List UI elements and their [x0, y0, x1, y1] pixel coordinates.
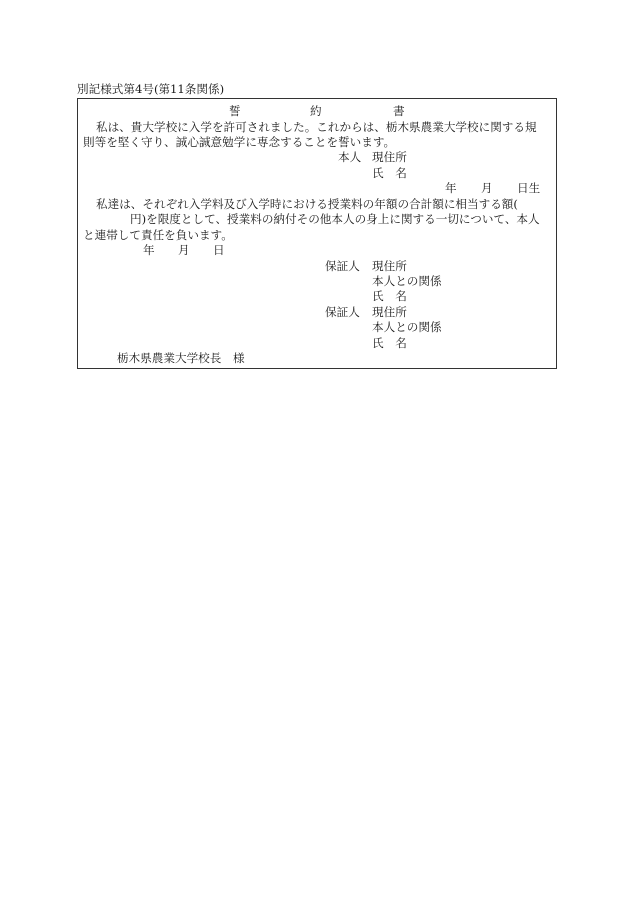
date-day-label: 日: [213, 243, 225, 257]
date-month-label: 月: [178, 243, 190, 257]
birth-year-label: 年: [445, 181, 457, 195]
guarantor1-name-label: 氏 名: [372, 289, 407, 303]
form-number: 別記様式第4号(第11条関係): [77, 82, 225, 96]
student-role: 本人: [338, 150, 362, 164]
guarantor2-address-label: 現住所: [372, 305, 407, 319]
guarantee-text-line1: 私達は、それぞれ入学料及び入学時における授業料の年額の合計額に相当する額(: [96, 197, 518, 211]
guarantor1-address-label: 現住所: [372, 259, 407, 273]
pledge-text-line2: 則等を堅く守り、誠心誠意勉学に専念することを誓います。: [83, 135, 396, 149]
title-char-2: 約: [310, 104, 322, 118]
title-char-1: 誓: [229, 104, 241, 118]
guarantor2-relation-label: 本人との関係: [372, 320, 442, 334]
date-year-label: 年: [143, 243, 155, 257]
guarantor1-relation-label: 本人との関係: [372, 274, 442, 288]
guarantor1-role: 保証人: [325, 259, 360, 273]
birth-day-label: 日生: [517, 181, 541, 195]
addressee: 栃木県農業大学校長 様: [117, 351, 245, 365]
guarantee-text-line2: 円)を限度として、授業料の納付その他本人の身上に関する一切について、本人: [130, 212, 540, 226]
student-name-label: 氏 名: [372, 166, 407, 180]
pledge-text-line1: 私は、貴大学校に入学を許可されました。これからは、栃木県農業大学校に関する規: [96, 120, 537, 134]
title-char-3: 書: [393, 104, 405, 118]
guarantee-text-line3: と連帯して責任を負います。: [83, 228, 233, 242]
birth-month-label: 月: [481, 181, 493, 195]
guarantor2-role: 保証人: [325, 305, 360, 319]
guarantor2-name-label: 氏 名: [372, 336, 407, 350]
student-address-label: 現住所: [372, 150, 407, 164]
